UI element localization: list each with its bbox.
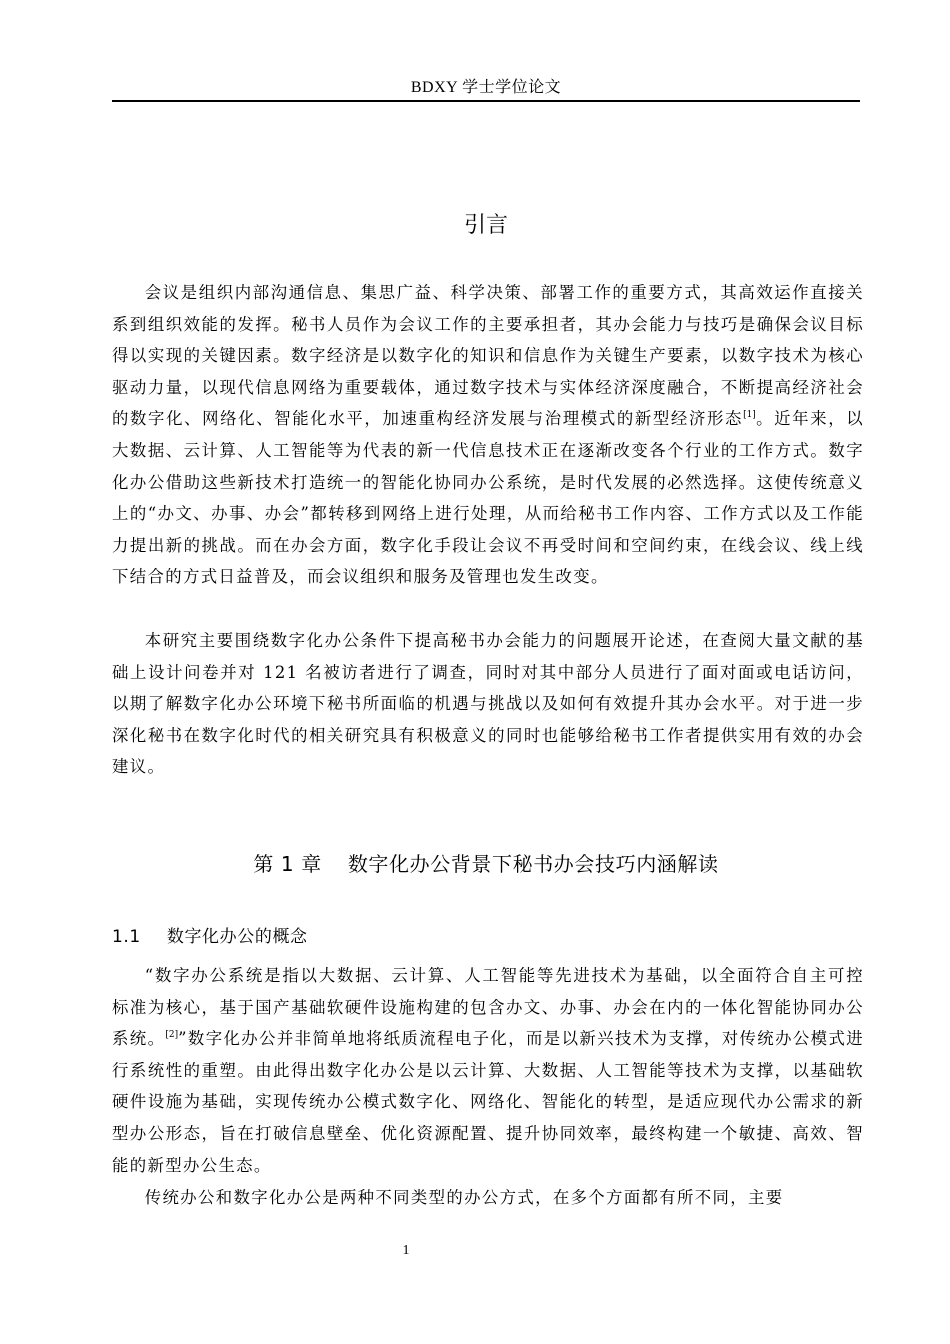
section-paragraph-1-text-a: “数字办公系统是指以大数据、云计算、人工智能等先进技术为基础，以全面符合自主可控标准为核心，基于国产基础软硬件设施构建的包含办文、办事、办会在内的一体化智能协同办公系统。	[112, 966, 864, 1049]
intro-paragraph-1-text-a: 会议是组织内部沟通信息、集思广益、科学决策、部署工作的重要方式，其高效运作直接关系到组织效能的发挥。秘书人员作为会议工作的主要承担者，其办会能力与技巧是确保会议目标得以实现的关键因素。数字经济是以数字化的知识和信息作为关键生产要素，以数字技术为核心驱动力量，以现代信息网络为重要载体，通过数字技术与实体经济深度融合，不断提高经济社会的数字化、网络化、智能化水平，加速重构经济发展与治理模式的新型经济形态	[112, 283, 864, 429]
section-title: 数字化办公的概念	[166, 927, 308, 947]
citation-ref-1: [1]	[743, 410, 756, 421]
intro-paragraph-1	[112, 277, 864, 593]
intro-paragraph-2: 本研究主要围绕数字化办公条件下提高秘书办会能力的问题展开论述，在查阅大量文献的基础上设计问卷并对 121 名被访者进行了调查，同时对其中部分人员进行了面对面或电话访问，以期了解数字化办公环境下秘书所面临的机遇与挑战以及如何有效提升其办会水平。对于进一步深化秘书在数字化时代的相关研究具有积极意义的同时也能够给秘书工作者提供实用有效的办会建议。	[112, 631, 864, 777]
intro-paragraph-1-text-b: 。近年来，以大数据、云计算、人工智能等为代表的新一代信息技术正在逐渐改变各个行业的工作方式。数字化办公借助这些新技术打造统一的智能化协同办公系统，是时代发展的必然选择。这使传统意义上的“办文、办事、办会”都转移到网络上进行处理，从而给秘书工作内容、工作方式以及工作能力提出新的挑战。而在办会方面，数字化手段让会议不再受时间和空间约束，在线会议、线上线下结合的方式日益普及，而会议组织和服务及管理也发生改变。	[112, 409, 864, 587]
running-header: BDXY 学士学位论文	[410, 79, 562, 96]
section-paragraph-1-text-b: ”数字化办公并非简单地将纸质流程电子化，而是以新兴技术为支撑，对传统办公模式进行系统性的重塑。由此得出数字化办公是以云计算、大数据、人工智能等技术为支撑，以基础软硬件设施为基础，实现传统办公模式数字化、网络化、智能化的转型，是适应现代办公需求的新型办公形态，旨在打破信息壁垒、优化资源配置、提升协同效率，最终构建一个敏捷、高效、智能的新型办公生态。	[112, 1029, 864, 1175]
section-paragraph-1	[112, 960, 864, 1181]
chapter-title: 数字化办公背景下秘书办会技巧内涵解读	[347, 852, 719, 876]
header-divider	[112, 100, 860, 102]
chapter-heading	[112, 848, 860, 877]
chapter-number: 第 1 章	[253, 852, 322, 876]
intro-title: 引言	[463, 213, 508, 238]
citation-ref-2: [2]	[165, 1030, 179, 1041]
page-number: 1	[402, 1243, 410, 1258]
section-number: 1.1	[112, 927, 141, 947]
section-heading	[112, 922, 308, 947]
section-paragraph-2: 传统办公和数字化办公是两种不同类型的办公方式，在多个方面都有所不同，主要	[144, 1188, 784, 1207]
